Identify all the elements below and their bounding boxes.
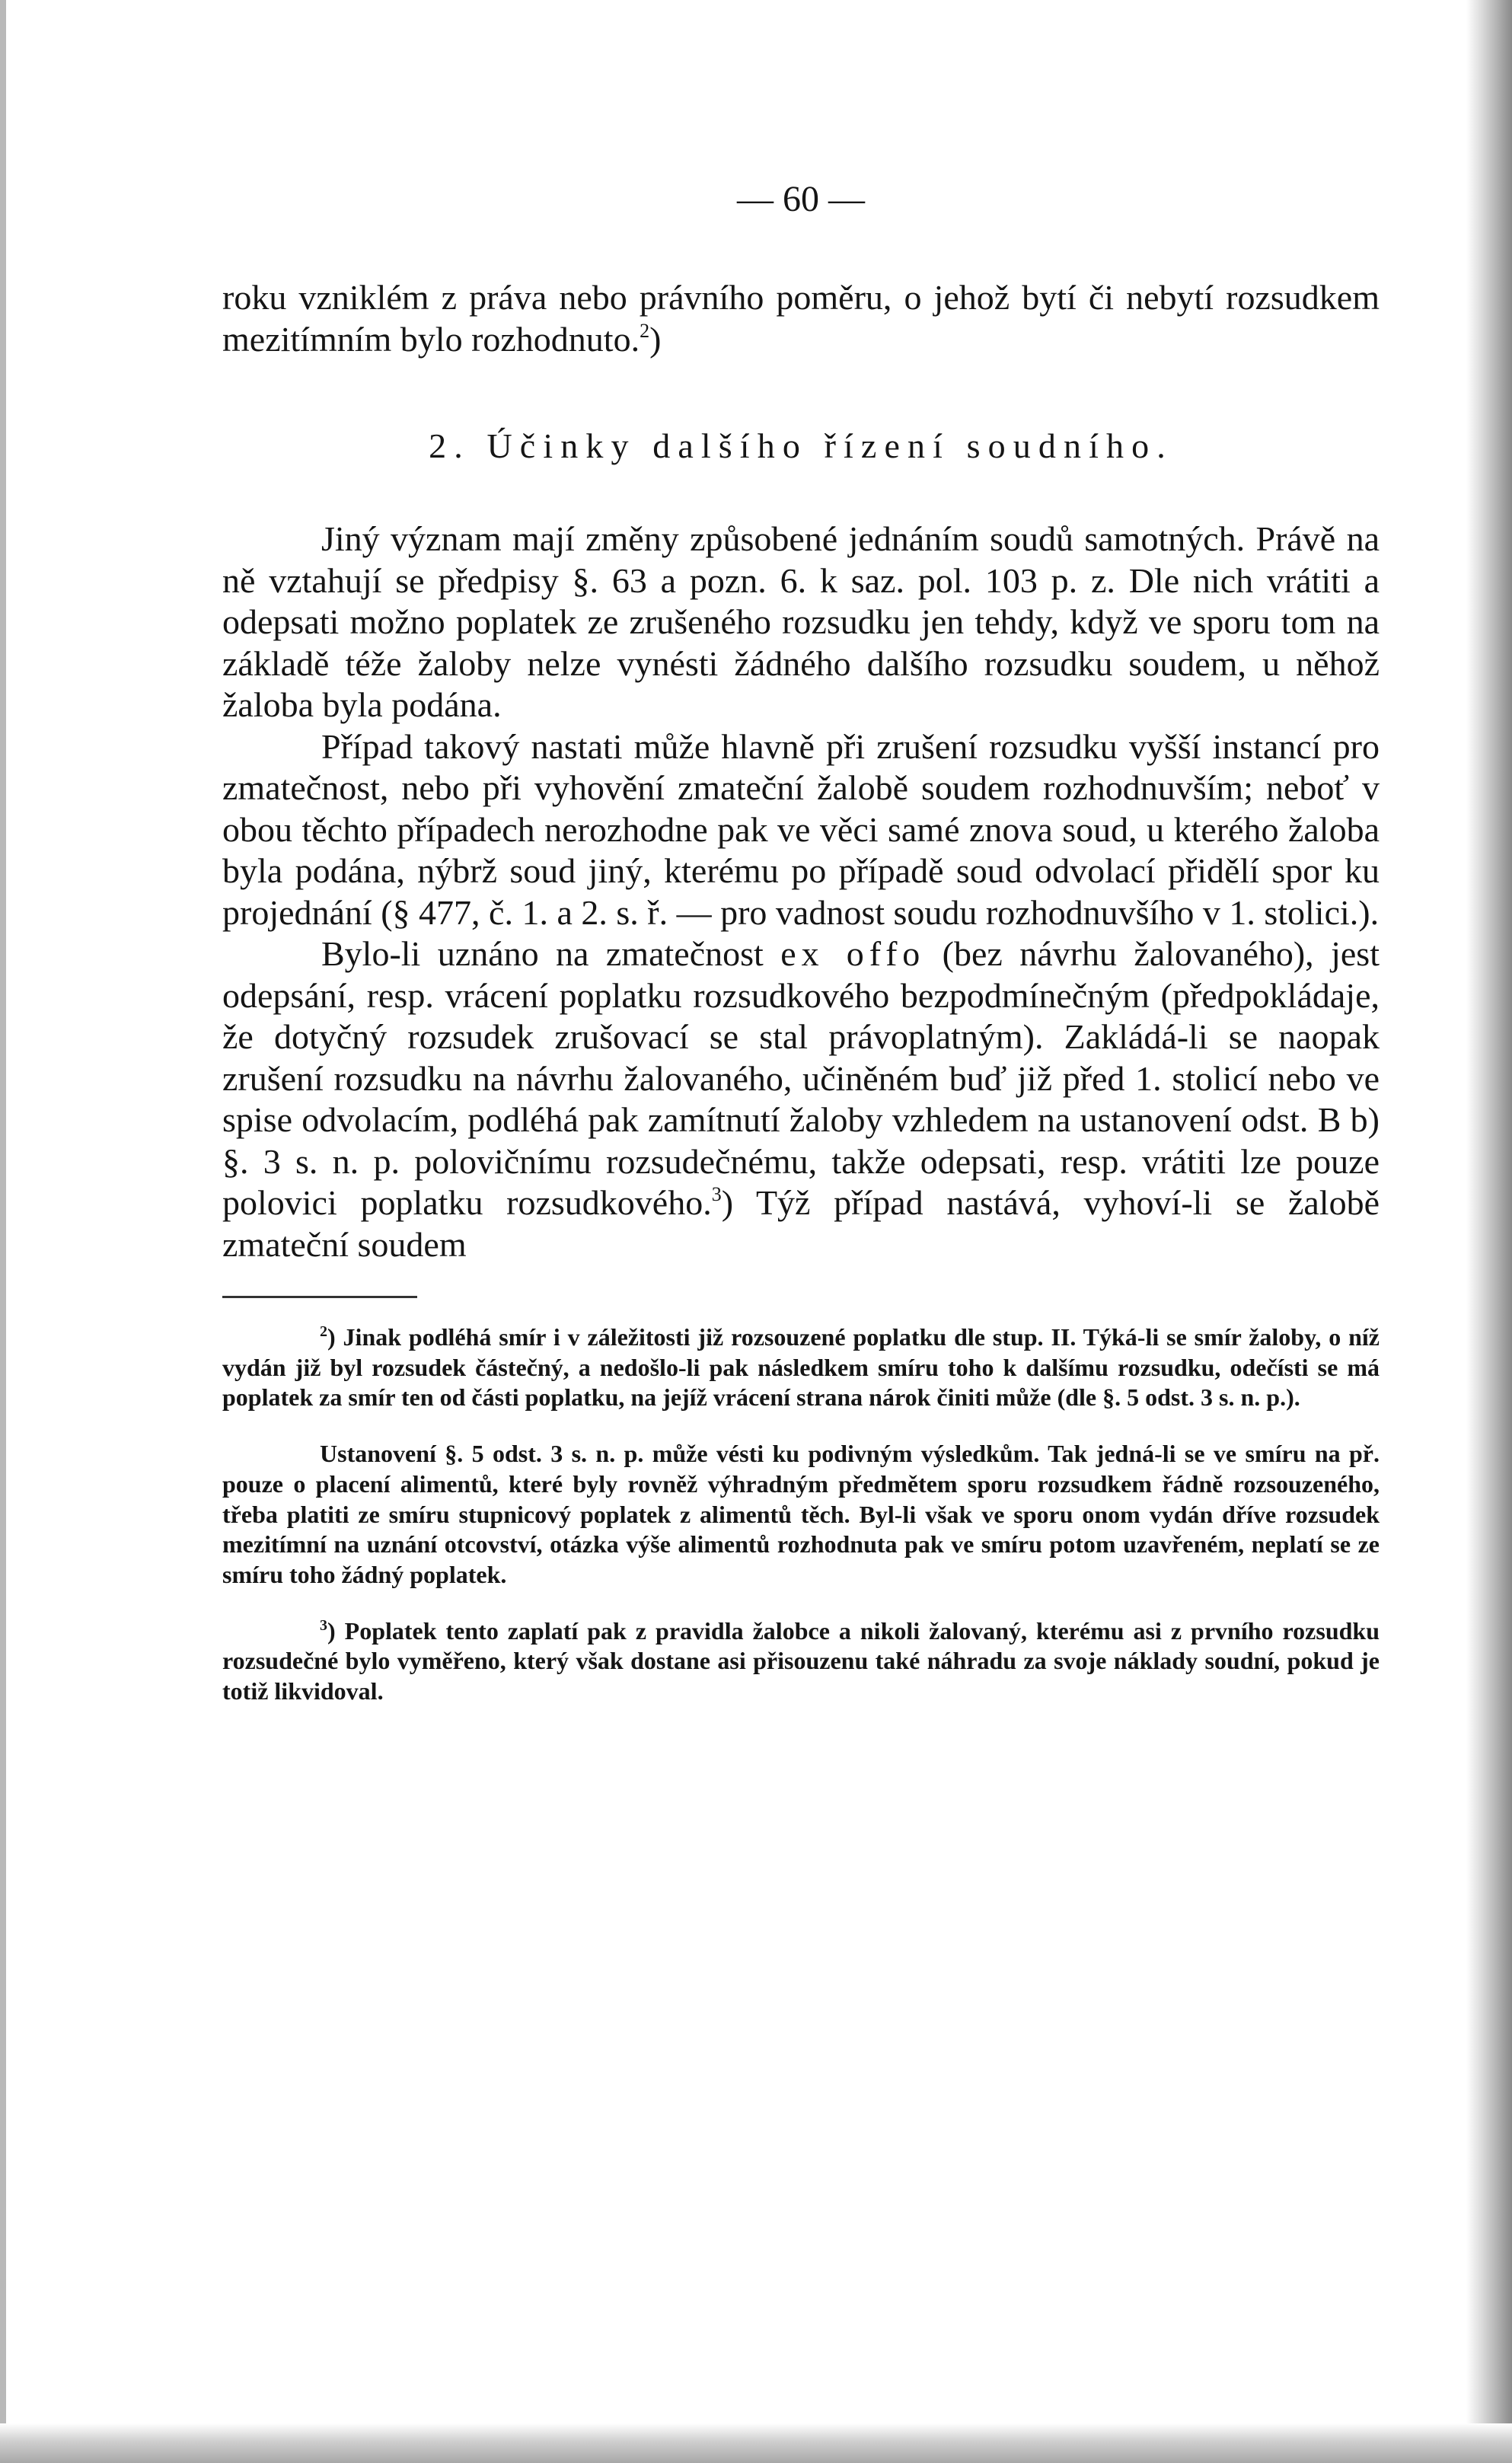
footnote-ref-2: 2 (640, 319, 650, 342)
paragraph-4-start: Bylo-li uznáno na zmatečnost (321, 934, 764, 973)
scan-right-edge (1466, 0, 1512, 2463)
scan-bottom-edge (0, 2423, 1512, 2463)
page-number: — 60 — (737, 179, 865, 219)
paragraph-1-text: roku vzniklém z práva nebo právního poměru, o jehož bytí či nebytí rozsudkem mezitímním bylo rozhodnuto. (222, 278, 1380, 359)
footnotes (222, 1322, 1380, 1707)
footnote-divider (222, 1296, 417, 1298)
paragraph-5: Týž případ nastává, vyhoví-li se žalobě zmateční soudem (222, 1183, 1380, 1264)
footnote-3-text: ) Poplatek tento zaplatí pak z pravidla žalobce a nikoli žalovaný, kterému asi z prvního rozsudku rozsudečné bylo vyměřeno, který však dostane asi přisouzenu také náhradu za svoje náklady soudní, pokud je totiž likvidoval. (222, 1616, 1380, 1705)
footnote-2-text: ) Jinak podléhá smír i v záležitosti již rozsouzené poplatku dle stup. II. Týká-li se smír žaloby, o níž vydán již byl rozsudek částečný, a nedošlo-li pak následkem smíru toho k dalšímu rozsudku, odečísti se má poplatek za smír ten od části poplatku, na jejíž vrácení strana nárok činiti může (dle §. 5 odst. 3 s. n. p.). (222, 1323, 1380, 1412)
paragraph-2: Jiný význam mají změny způsobené jednáním soudů samotných. Právě na ně vztahují se předpisy §. 63 a pozn. 6. k saz. pol. 103 p. z. Dle nich vrátiti a odepsati možno poplatek ze zrušeného rozsudku jen tehdy, když ve sporu tom na základě téže žaloby nelze vynésti žádného dalšího rozsudku soudem, u něhož žaloba byla podána. (222, 519, 1380, 724)
paragraph-3: Případ takový nastati může hlavně při zrušení rozsudku vyšší instancí pro zmatečnost, nebo při vyhovění zmateční žalobě soudem rozhodnuvším; neboť v obou těchto případech nerozhodne pak ve věci samé znova soud, u kterého žaloba byla podána, nýbrž soud jiný, kterému po případě soud odvolací přidělí spor ku projednání (§ 477, č. 1. a 2. s. ř. — pro vadnost soudu rozhodnuvšího v 1. stolici.). (222, 726, 1380, 932)
main-text (222, 277, 1380, 1265)
footnote-3 (222, 1616, 1380, 1707)
scan-left-edge (0, 0, 6, 2463)
footnote-3-marker: 3 (320, 1616, 327, 1634)
footnote-ref-3: 3 (711, 1183, 722, 1205)
paragraph-4-rest: (bez návrhu žalovaného), jest odepsání, resp. vrácení poplatku rozsudkového bezpodmínečným (předpokládaje, že dotyčný rozsudek zrušovací se stal právoplatným). Zakládá-li se naopak zrušení rozsudku na návrhu žalovaného, učiněném buď již před 1. stolicí nebo ve spise odvolacím, podléhá pak zamítnutí žaloby vzhledem na ustanovení odst. B b) §. 3 s. n. p. polovičnímu rozsudečnému, takže odepsati, resp. vrátiti lze pouze polovici poplatku rozsudkového. (222, 934, 1380, 1222)
paragraph-1-end: ) (649, 319, 662, 359)
paragraph-4-end: ) (721, 1183, 734, 1222)
book-page (222, 177, 1380, 1733)
footnote-2-marker: 2 (320, 1323, 327, 1340)
footnote-2 (222, 1322, 1380, 1413)
paragraph-continuation (222, 277, 1380, 360)
section-heading: 2. Účinky dalšího řízení soudního. (429, 426, 1173, 465)
paragraph-4 (222, 933, 1380, 1265)
footnote-2-continuation: Ustanovení §. 5 odst. 3 s. n. p. může vésti ku podivným výsledkům. Tak jedná-li se ve smíru na př. pouze o placení alimentů, které byly rovněž výhradným předmětem sporu rozsudkem řádně rozsouzeného, třeba platiti ze smíru stupnicový poplatek z alimentů těch. Byl-li však ve sporu onom vydán dříve rozsudek mezitímní na uznání otcovství, otázka výše alimentů rozhodnuta pak ve smíru potom uzavřeném, neplatí se ze smíru toho žádný poplatek. (222, 1440, 1380, 1588)
ex-offo-emphasis: ex offo (780, 934, 926, 973)
